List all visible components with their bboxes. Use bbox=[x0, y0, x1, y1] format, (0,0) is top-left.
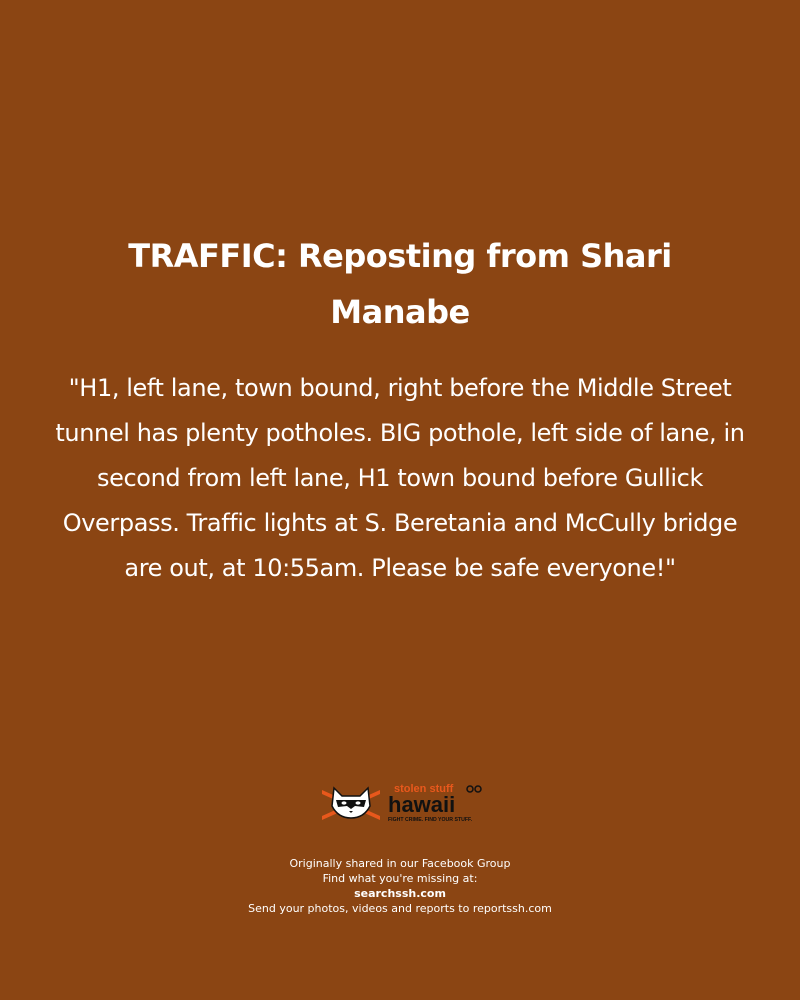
eyes-icon bbox=[467, 786, 481, 792]
footer-shared-note: Originally shared in our Facebook Group bbox=[289, 857, 511, 870]
cat-mask-icon bbox=[322, 788, 380, 820]
logo-tagline: FIGHT CRIME. FIND YOUR STUFF. bbox=[388, 817, 473, 823]
stolen-stuff-hawaii-logo bbox=[320, 780, 510, 824]
footer-report-note: Send your photos, videos and reports to reportssh.com bbox=[248, 902, 552, 915]
footer-site-link[interactable]: searchssh.com bbox=[354, 887, 446, 900]
post-quote: "H1, left lane, town bound, right before the Middle Street tunnel has plenty potholes. BIG pothole, left side of lane, in second from left lane, H1 town bound before Gullick Overpass. Traffic lights at S. Beretania and McCully bridge are out, at 10:55am. Please be safe everyone!" bbox=[55, 374, 745, 582]
footer-find-note: Find what you're missing at: bbox=[322, 872, 478, 885]
logo-brand-top: stolen stuff bbox=[394, 783, 454, 795]
logo-brand-main: hawaii bbox=[388, 792, 456, 817]
post-headline: TRAFFIC: Reposting from Shari Manabe bbox=[128, 237, 672, 331]
footer bbox=[100, 856, 700, 916]
